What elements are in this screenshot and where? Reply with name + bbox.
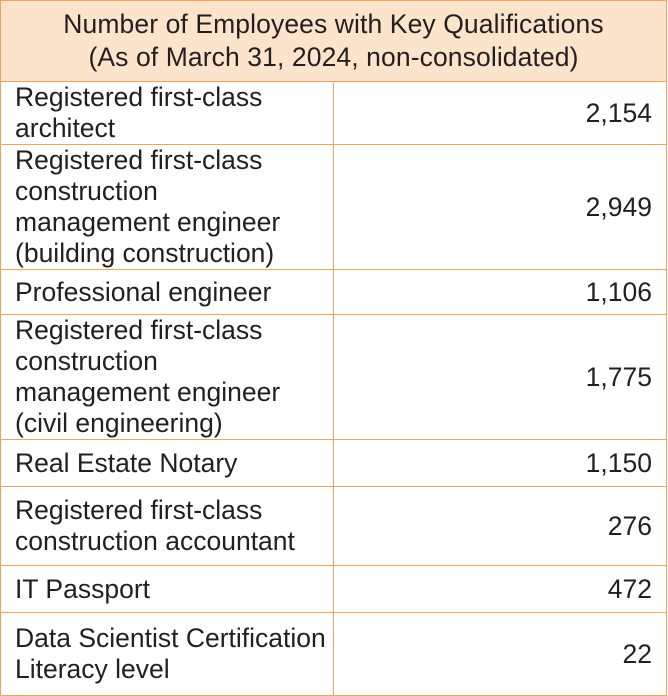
qualification-name-line: Professional engineer [15,276,272,307]
qualification-name [1,270,334,315]
qualification-name-line: construction accountant [15,526,295,556]
qualification-name [1,487,334,566]
table-title-line-1: Number of Employees with Key Qualifications [63,9,604,39]
employee-count: 2,949 [334,145,667,270]
qualification-name-line: Registered first-class construction [15,315,263,376]
qualification-name-line: Data Scientist Certification [15,623,326,653]
qualification-name-line: Registered first-class architect [15,82,263,143]
employee-count: 2,154 [334,82,667,145]
table-row [1,613,667,696]
employee-count: 1,775 [334,315,667,440]
qualification-name [1,82,334,145]
qualification-name [1,566,334,613]
qualification-name [1,440,334,487]
qualification-name-line: IT Passport [15,573,151,604]
employee-count: 22 [334,613,667,696]
table-title [1,1,667,82]
employee-count: 276 [334,487,667,566]
table-row [1,270,667,315]
qualification-name [1,613,334,696]
table-header-row [1,1,667,82]
qualification-name-line: Registered first-class construction [15,145,263,206]
qualification-name-line: (civil engineering) [15,408,223,438]
qualification-name-line: Real Estate Notary [15,447,238,478]
table-row [1,487,667,566]
table-title-line-2: (As of March 31, 2024, non-consolidated) [88,42,579,72]
table-row [1,440,667,487]
employee-count: 1,106 [334,270,667,315]
employee-count: 472 [334,566,667,613]
table-row [1,566,667,613]
qualification-name-line: management engineer [15,377,281,407]
table-row [1,315,667,440]
table-row [1,145,667,270]
qualification-name [1,315,334,440]
qualification-name-line: (building construction) [15,238,275,268]
table-row [1,82,667,145]
qualification-name-line: Literacy level [15,654,170,684]
qualification-name-line: Registered first-class [15,495,263,525]
employee-count: 1,150 [334,440,667,487]
qualification-name [1,145,334,270]
qualification-name-line: management engineer [15,207,281,237]
